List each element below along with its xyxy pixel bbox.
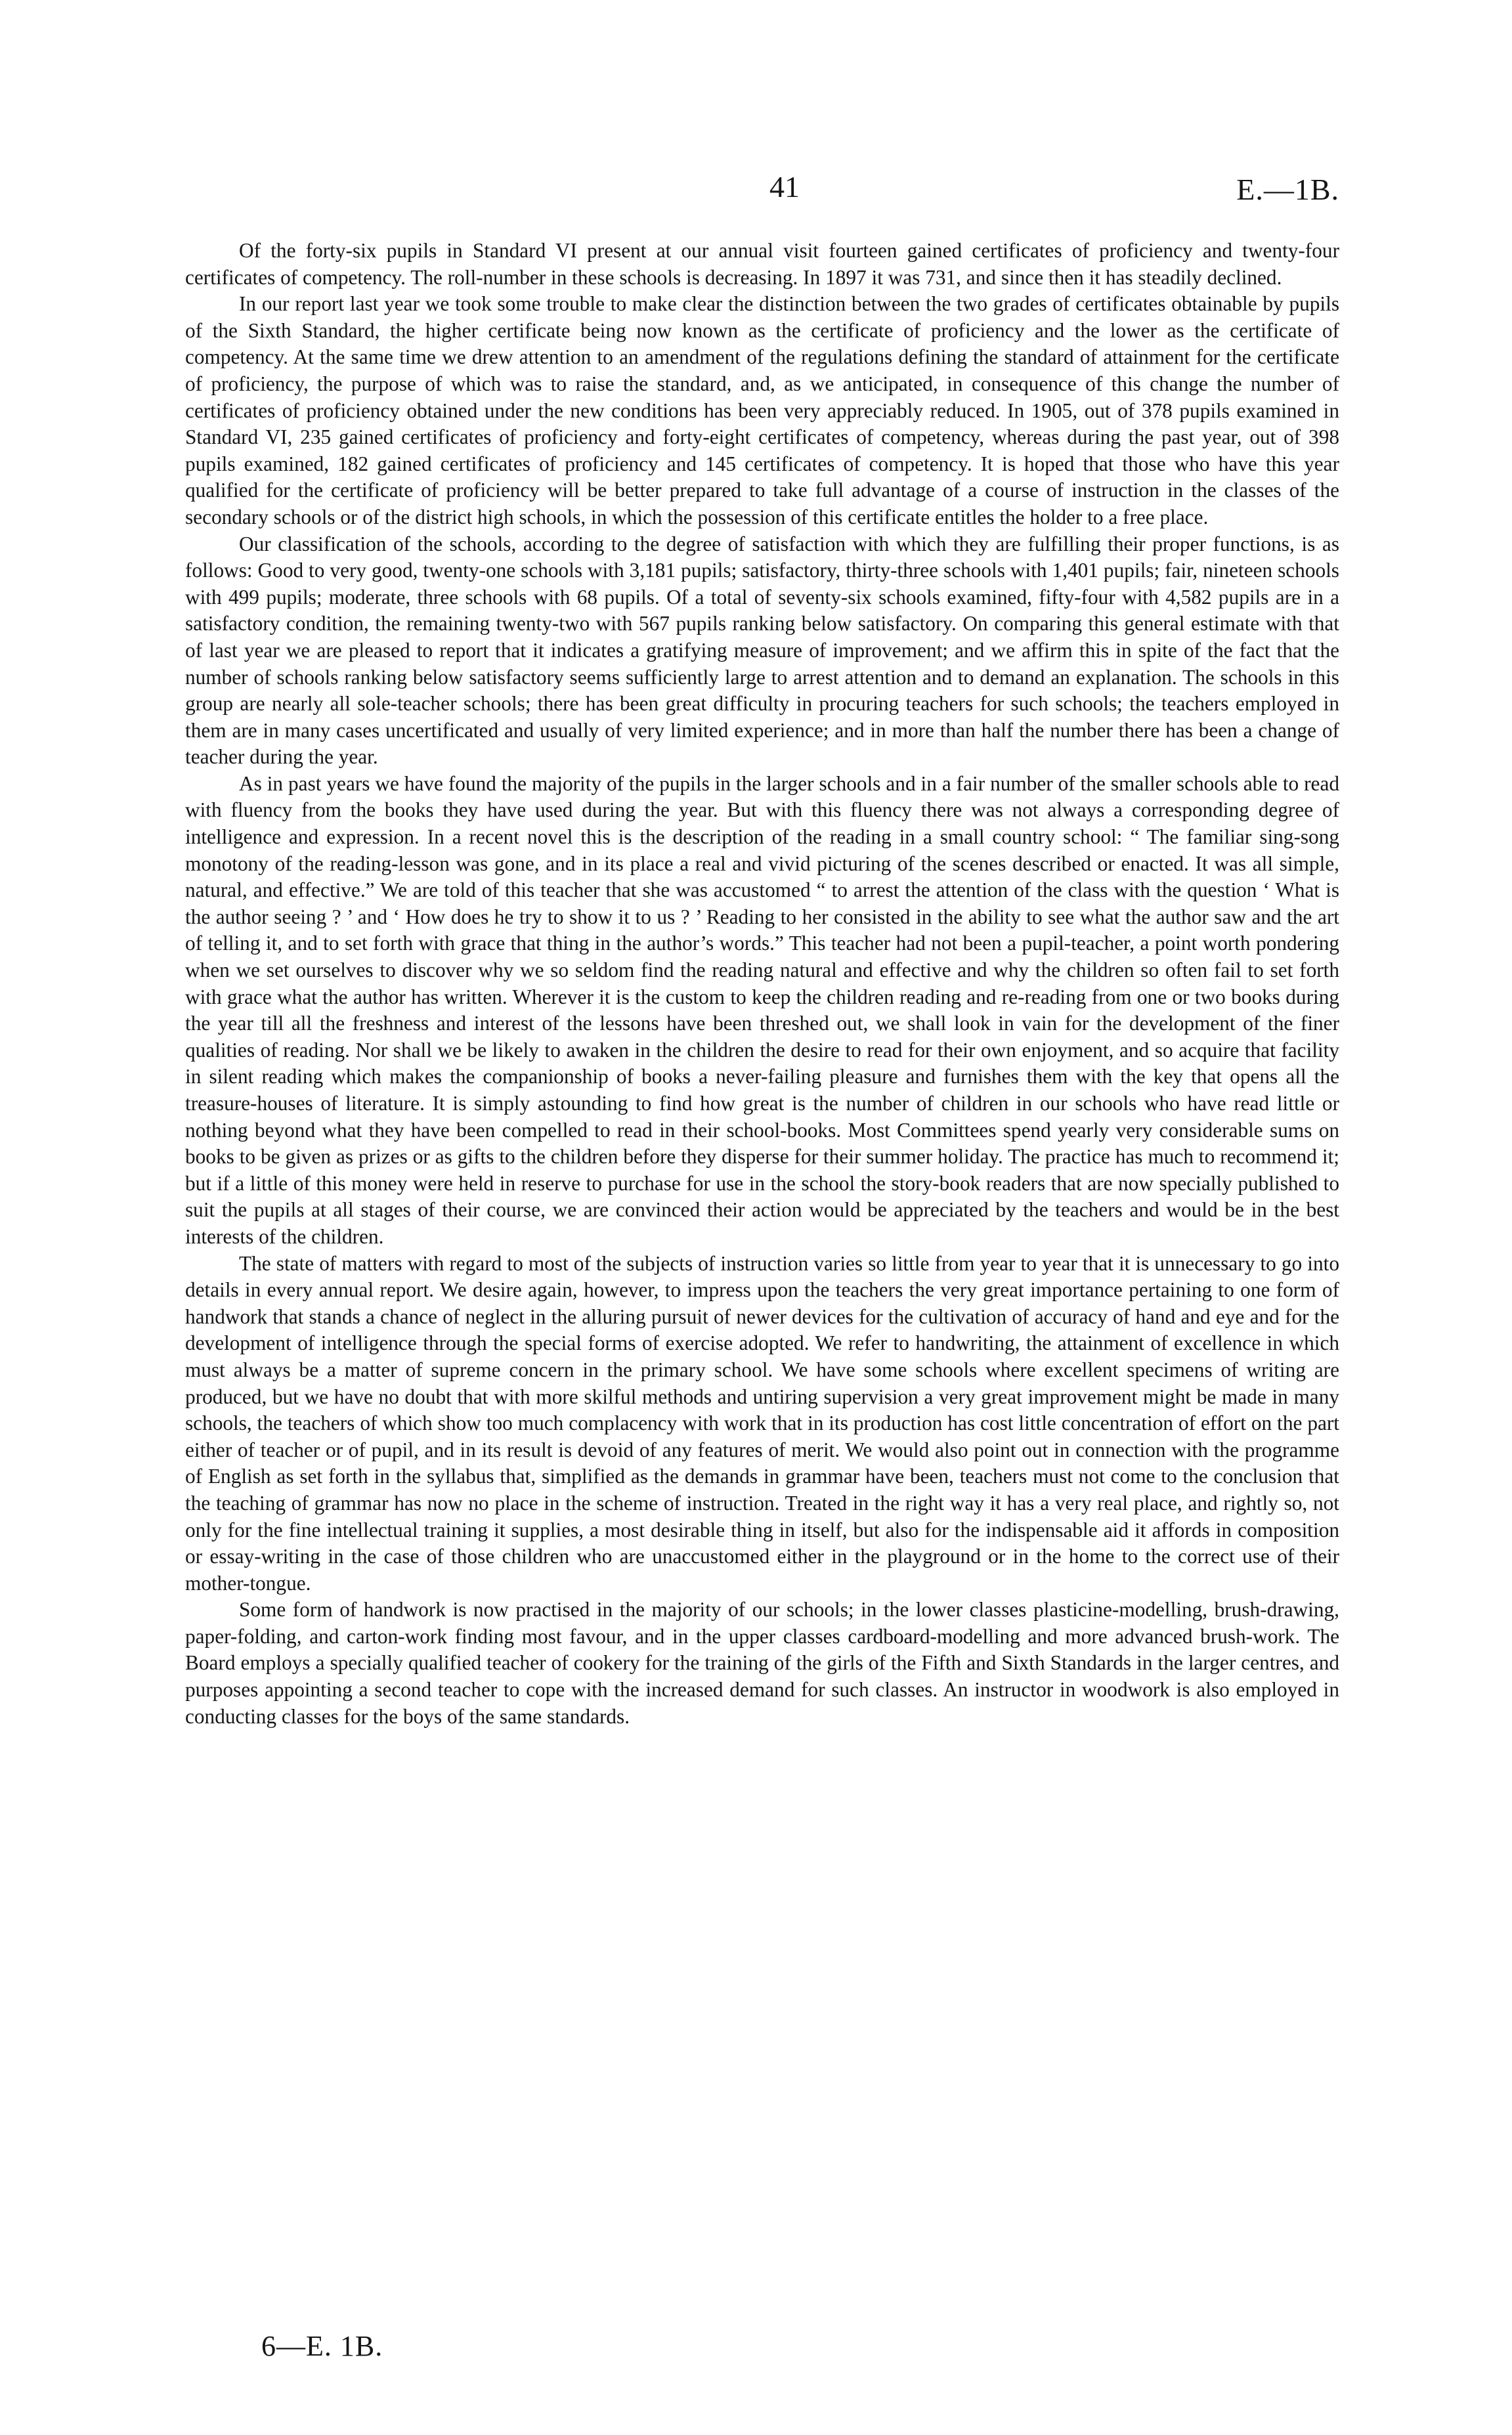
body-text: [185, 238, 1339, 1730]
paragraph: Of the forty-six pupils in Standard VI present at our annual visit fourteen gained certificates of proficiency and twenty-four certificates of competency. The roll-number in these schools is decreasing. In 1897 it was 731, and since then it has steadily declined.: [185, 239, 1339, 289]
page-number: 41: [769, 170, 800, 204]
document-reference: E.—1B.: [1236, 173, 1339, 206]
paragraph: Some form of handwork is now practised in the majority of our schools; in the lower classes plasticine-modelling, brush-drawing, paper-folding, and carton-work finding most favour, and in the upper classes cardboard-modelling and more advanced brush-work. The Board employs a specially qualified teacher of cookery for the training of the girls of the Fifth and Sixth Standards in the larger centres, and purposes appointing a second teacher to cope with the increased demand for such classes. An instructor in woodwork is also employed in conducting classes for the boys of the same standards.: [185, 1598, 1339, 1728]
paragraph: In our report last year we took some trouble to make clear the distinction between the two grades of certificates obtainable by pupils of the Sixth Standard, the higher certificate being now known as the certificate of proficiency and the lower as the certificate of competency. At the same time we drew attention to an amendment of the regulations defining the standard of attainment for the certificate of proficiency, the purpose of which was to raise the standard, and, as we anticipated, in consequence of this change the number of certificates of proficiency obtained under the new conditions has been very appreciably reduced. In 1905, out of 378 pupils examined in Standard VI, 235 gained certificates of proficiency and forty-eight certificates of competency, whereas during the past year, out of 398 pupils examined, 182 gained certificates of proficiency and 145 certificates of competency. It is hoped that those who have this year qualified for the certificate of proficiency will be better prepared to take full advantage of a course of instruction in the classes of the secondary schools or of the district high schools, in which the possession of this certificate entitles the holder to a free place.: [185, 292, 1339, 528]
paragraph: As in past years we have found the majority of the pupils in the larger schools and in a fair number of the smaller schools able to read with fluency from the books they have used during the year. But with this fluency there was not always a corresponding degree of intelligence and expression. In a recent novel this is the description of the reading in a small country school: “ The familiar sing-song monotony of the reading-lesson was gone, and in its place a real and vivid picturing of the scenes described or enacted. It was all simple, natural, and effective.” We are told of this teacher that she was accustomed “ to arrest the attention of the class with the question ‘ What is the author seeing ? ’ and ‘ How does he try to show it to us ? ’ Reading to her consisted in the ability to see what the author saw and the art of telling it, and to set forth with grace that thing in the author’s words.” This teacher had not been a pupil-teacher, a point worth pondering when we set ourselves to discover why we so seldom find the reading natural and effective and why the children so often fail to set forth with grace what the author has written. Wherever it is the custom to keep the children reading and re-reading from one or two books during the year till all the freshness and interest of the lessons have been threshed out, we shall look in vain for the development of the finer qualities of reading. Nor shall we be likely to awaken in the children the desire to read for their own enjoyment, and so acquire that facility in silent reading which makes the companionship of books a never-failing pleasure and furnishes them with the key that opens all the treasure-houses of literature. It is simply astounding to find how great is the number of children in our schools who have read little or nothing beyond what they have been compelled to read in their school-books. Most Committees spend yearly very considerable sums on books to be given as prizes or as gifts to the children before they disperse for their summer holiday. The practice has much to recommend it; but if a little of this money were held in reserve to purchase for use in the school the story-book readers that are now specially published to suit the pupils at all stages of their course, we are convinced their action would be appreciated by the teachers and would be in the best interests of the children.: [185, 771, 1339, 1248]
signature-mark: 6—E. 1B.: [261, 2330, 383, 2362]
paragraph: The state of matters with regard to most of the subjects of instruction varies so little from year to year that it is unnecessary to go into details in every annual report. We desire again, however, to impress upon the teachers the very great importance pertaining to one form of handwork that stands a chance of neglect in the alluring pursuit of newer devices for the cultivation of accuracy of hand and eye and for the development of intelligence through the special forms of exercise adopted. We refer to handwriting, the attainment of excellence in which must always be a matter of supreme concern in the primary school. We have some schools where excellent specimens of writing are produced, but we have no doubt that with more skilful methods and untiring supervision a very great improvement might be made in many schools, the teachers of which show too much complacency with work that in its production has cost little concentration of effort on the part either of teacher or of pupil, and in its result is devoid of any features of merit. We would also point out in connection with the programme of English as set forth in the syllabus that, simplified as the demands in grammar have been, teachers must not come to the conclusion that the teaching of grammar has now no place in the scheme of instruction. Treated in the right way it has a very real place, and rightly so, not only for the fine intellectual training it supplies, a most desirable thing in itself, but also for the indispensable aid it affords in composition or essay-writing in the case of those children who are unaccustomed either in the playground or in the home to the correct use of their mother-tongue.: [185, 1251, 1339, 1595]
paragraph: Our classification of the schools, according to the degree of satisfaction with which they are fulfilling their proper functions, is as follows: Good to very good, twenty-one schools with 3,181 pupils; satisfactory, thirty-three schools with 1,401 pupils; fair, nineteen schools with 499 pupils; moderate, three schools with 68 pupils. Of a total of seventy-six schools examined, fifty-four with 4,582 pupils are in a satisfactory condition, the remaining twenty-two with 567 pupils ranking below satisfactory. On comparing this general estimate with that of last year we are pleased to report that it indicates a gratifying measure of improvement; and we affirm this in spite of the fact that the number of schools ranking below satisfactory seems sufficiently large to arrest attention and to demand an explanation. The schools in this group are nearly all sole-teacher schools; there has been great difficulty in procuring teachers for such schools; the teachers employed in them are in many cases uncertificated and usually of very limited experience; and in more than half the number there has been a change of teacher during the year.: [185, 532, 1339, 769]
